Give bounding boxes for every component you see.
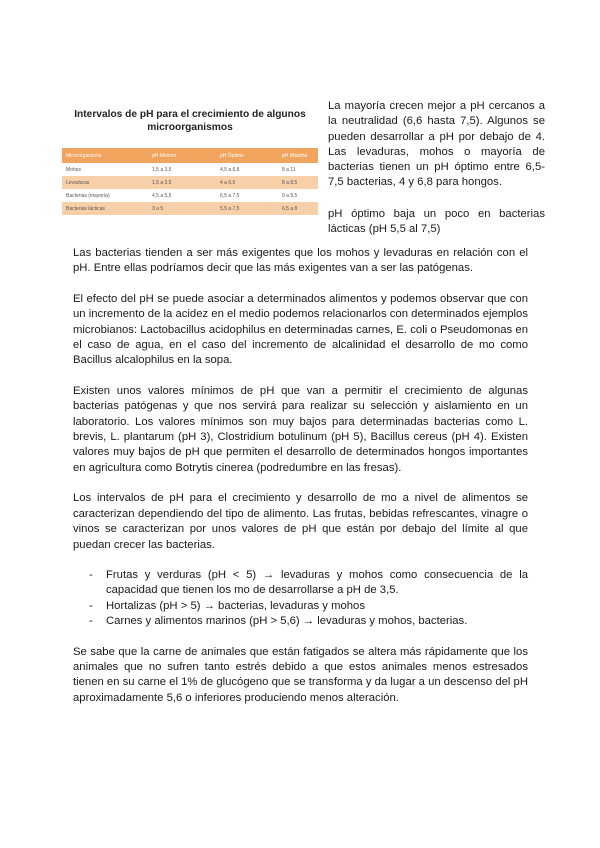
body-paragraph-1: Las bacterias tienden a ser más exigentes que los mohos y levaduras en relación con el pH. Entre ellas podríamos decir que las más exigentes van a ser las patógenas. — [73, 247, 528, 275]
list-item — [73, 599, 528, 614]
list-item — [73, 568, 528, 599]
ph-ranges-table — [62, 148, 318, 215]
body-paragraph-2: El efecto del pH se puede asociar a determinados alimentos y podemos observar que con un incremento de la acidez en el medio podemos relacionarlos con determinados ejemplos microbianos: Lactobacillus acidophilus en determinadas carnes, E. coli o Pseudomonas en el caso de agua, en el caso del incremento de alcalinidad el desarrollo de mo como Bacillus alcalophilus en la sopa. — [73, 292, 528, 367]
table-cell: 5,5 a 7,5 — [216, 202, 278, 215]
table-cell: 9 a 9,5 — [282, 192, 298, 199]
table-cell: 4,5 a 6,8 — [220, 166, 240, 173]
table-cell: 6,5 a 8 — [278, 202, 318, 215]
table-header-cell: pH Óptimo — [216, 148, 278, 163]
table-row — [62, 176, 318, 189]
table-cell: 8 a 8,5 — [278, 176, 318, 189]
table-row — [62, 202, 318, 215]
table-cell: Bacterias lácticas — [62, 202, 148, 215]
table-cell: 4 a 6,5 — [216, 176, 278, 189]
table-row — [62, 163, 318, 176]
table-cell: 6,5 a 7,5 — [220, 192, 240, 199]
table-cell: 1,5 a 3,5 — [148, 176, 216, 189]
list-item-text: Frutas y verduras (pH < 5) → levaduras y mohos como consecuencia de la capacidad que tienen los mo de desarrollarse a pH de 3,5. — [106, 568, 528, 597]
bullet-marker: - — [89, 615, 93, 628]
table-header-cell: pH Máximo — [278, 148, 318, 163]
side-column — [328, 99, 545, 253]
body-paragraph-5: Se sabe que la carne de animales que están fatigados se altera más rápidamente que los animales que no sufren tanto estrés debido a que estos animales menos estresados tienen en su carne el 1% de glucógeno que se transforma y da lugar a un descenso del pH aproximadamente 5,6 o inferiores produciendo menos alteración. — [73, 645, 528, 704]
side-paragraph-1: La mayoría crecen mejor a pH cercanos a la neutralidad (6,6 hasta 7,5). Algunos se pueden desarrollar a pH por debajo de 4. Las levaduras, mohos o mayoría de bacterias tienen un pH óptimo entre 6,5-7,5 bacterias, 4 y 6,8 para hongos. — [328, 100, 545, 189]
figure-title: Intervalos de pH para el crecimiento de algunos microorganismos — [74, 109, 306, 133]
main-body — [73, 246, 528, 721]
bullet-marker: - — [89, 599, 93, 612]
body-paragraph-3: Existen unos valores mínimos de pH que van a permitir el crecimiento de algunas bacterias patógenas y que nos servirá para realizar su selección y aislamiento en un laboratorio. Los valores mínimos son muy bajos para determinadas bacterias como L. brevis, L. plantarum (pH 3), Clostridium botulinum (pH 5), Bacillus cereus (pH 4). Existen valores muy bajos de pH que permiten el desarrollo de determinados hongos importantes en agricultura como Botrytis cinerea (podredumbre en las fresas). — [73, 384, 528, 474]
list-item-text: Hortalizas (pH > 5) → bacterias, levaduras y mohos — [106, 599, 365, 612]
food-ph-list — [73, 568, 528, 630]
side-paragraph-2: pH óptimo baja un poco en bacterias lácticas (pH 5,5 al 7,5) — [328, 207, 545, 236]
table-cell: Bacterias (mayoría) — [66, 192, 110, 199]
body-paragraph-4: Los intervalos de pH para el crecimiento y desarrollo de mo a nivel de alimentos se caracterizan dependiendo del tipo de alimento. Las frutas, bebidas refrescantes, vinagre o vinos se caracterizan por unos valores de pH que están por debajo del límite al que puedan crecer las bacterias. — [73, 492, 528, 551]
list-item-text: Carnes y alimentos marinos (pH > 5,6) → levaduras y mohos, bacterias. — [106, 615, 468, 628]
table-cell: 4,5 a 5,5 — [152, 192, 172, 199]
table-cell: 8 a 11 — [282, 166, 296, 173]
table-header-row — [62, 148, 318, 163]
list-item — [73, 614, 528, 629]
table-header-cell: Microorganismo — [62, 148, 148, 163]
table-cell: 3 a 5 — [148, 202, 216, 215]
table-header-cell: pH Mínimo — [148, 148, 216, 163]
table-row — [62, 189, 318, 202]
table-cell: 1,5 a 3,5 — [152, 166, 172, 173]
table-cell: Mohos — [66, 166, 82, 173]
bullet-marker: - — [89, 568, 93, 581]
ph-ranges-figure — [62, 108, 318, 215]
table-cell: Levaduras — [62, 176, 148, 189]
